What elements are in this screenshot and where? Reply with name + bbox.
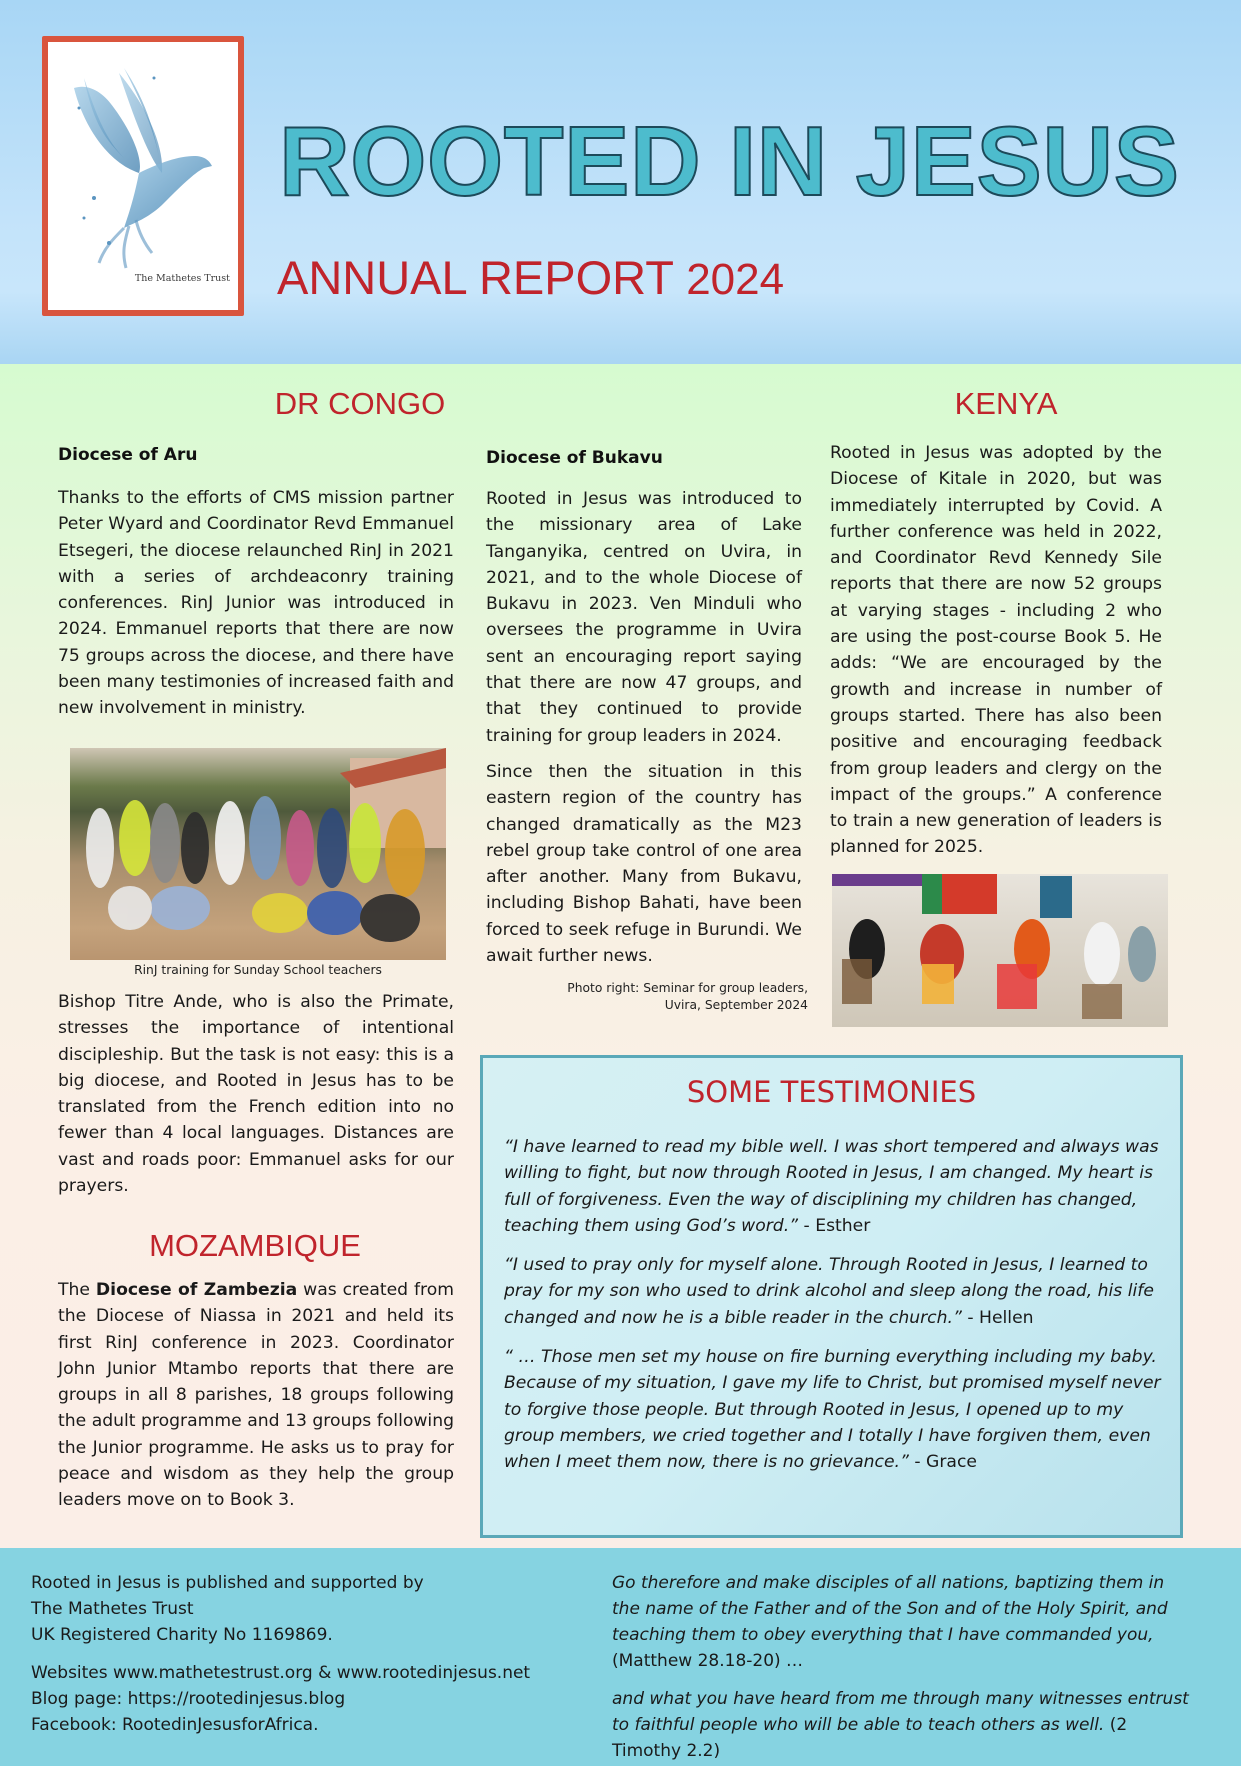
- testimony-author: - Esther: [798, 1215, 871, 1236]
- verse-reference: (Matthew 28.18-20) …: [612, 1651, 804, 1671]
- verse-matthew: [612, 1570, 1192, 1674]
- caption-line-2: Uvira, September 2024: [664, 998, 808, 1012]
- diocese-of-zambezia: Diocese of Zambezia: [95, 1280, 298, 1300]
- charity-number: UK Registered Charity No 1169869.: [31, 1625, 333, 1645]
- heading-diocese-of-aru: Diocese of Aru: [58, 445, 198, 465]
- section-heading-kenya: KENYA: [954, 386, 1058, 421]
- bukavu-paragraph-1: Rooted in Jesus was introduced to the missionary area of Lake Tanganyika, centred on Uvira, in 2021, and to the whole Diocese of Bukavu in 2023. Ven Minduli who oversees the programme in Uvira sent an encouraging report saying that there are now 47 groups, and that they continued to provide training for group leaders in 2024.: [486, 489, 802, 746]
- websites-link[interactable]: Websites www.mathetestrust.org & www.rootedinjesus.net: [31, 1663, 531, 1683]
- verse-text: Go therefore and make disciples of all nations, baptizing them in the name of the Father and of the Son and of the Holy Spirit, and teaching them to obey everything that I have commanded you,: [612, 1573, 1168, 1645]
- verse-text: and what you have heard from me through many witnesses entrust to faithful people who will be able to teach others as well.: [612, 1689, 1189, 1735]
- publisher-line: Rooted in Jesus is published and supported by: [31, 1573, 424, 1593]
- testimony-author: - Grace: [908, 1452, 977, 1473]
- water-dove-icon: [54, 48, 232, 278]
- page-title: ROOTED IN JESUS: [279, 106, 1180, 216]
- group-photo-illustration: [70, 748, 446, 960]
- main-content: [0, 364, 1241, 1548]
- footer-scripture: [612, 1570, 1192, 1764]
- testimony-grace: [504, 1344, 1164, 1475]
- kenya-paragraph: Rooted in Jesus was adopted by the Diocese of Kitale in 2020, but was immediately interrupted by Covid. A further conference was held in 2022, and Coordinator Revd Kennedy Sile reports that there are now 52 groups at varying stages - including 2 who are using the post-course Book 5. He adds: “We are encouraged by the growth and increase in number of groups started. There has also been positive and encouraging feedback from group leaders and clergy on the impact of the groups.” A conference to train a new generation of leaders is planned for 2025.: [830, 443, 1162, 858]
- para-rest: was created from the Diocese of Niassa in 2021 and held its first RinJ conference in 2023. Coordinator John Junior Mtambo reports that there are groups in all 8 parishes, 18 groups following the adult programme and 13 groups following the Junior programme. He asks us to pray for peace and wisdom as they help the group leaders move on to Book 3.: [58, 1280, 455, 1511]
- heading-diocese-of-bukavu: Diocese of Bukavu: [486, 448, 663, 468]
- caption-line-1: Photo right: Seminar for group leaders,: [567, 981, 808, 995]
- footer-publisher-info: [31, 1570, 591, 1738]
- aru-paragraph-1: Thanks to the efforts of CMS mission partner Peter Wyard and Coordinator Revd Emmanuel Etsegeri, the diocese relaunched RinJ in 2021 with a series of archdeaconry training conferences. RinJ Junior was introduced in 2024. Emmanuel reports that there are now 75 groups across the diocese, and there have been many testimonies of increased faith and new involvement in ministry.: [58, 488, 454, 719]
- aru-paragraph-2: Bishop Titre Ande, who is also the Primate, stresses the importance of intentional discipleship. But the task is not easy: this is a big diocese, and Rooted in Jesus has to be translated from the French edition into no fewer than 4 local languages. Distances are vast and roads poor: Emmanuel asks for our prayers.: [58, 992, 454, 1197]
- verse-reference: (2 Timothy 2.2): [612, 1715, 1128, 1761]
- testimony-esther: [504, 1134, 1164, 1239]
- photo-caption-uvira-seminar: [486, 980, 808, 1014]
- footer: [0, 1548, 1241, 1766]
- testimony-author: - Hellen: [961, 1307, 1034, 1328]
- logo-caption: The Mathetes Trust: [134, 273, 230, 284]
- trust-name: The Mathetes Trust: [31, 1599, 194, 1619]
- page-subtitle: [277, 251, 785, 304]
- photo-sunday-school-training: [70, 748, 446, 960]
- report-year: 2024: [686, 255, 785, 304]
- photo-uvira-seminar: [832, 874, 1168, 1027]
- mozambique-paragraph: [58, 1277, 454, 1514]
- header-banner: [0, 0, 1241, 364]
- testimonies-box: [480, 1055, 1183, 1538]
- verse-timothy: [612, 1686, 1192, 1764]
- bukavu-paragraph-2: Since then the situation in this eastern region of the country has changed dramatically as the M23 rebel group take control of one area after another. Many from Bukavu, including Bishop Bahati, have been forced to seek refuge in Burundi. We await further news.: [486, 762, 802, 967]
- testimonies-heading: SOME TESTIMONIES: [686, 1075, 977, 1109]
- photo-caption-sunday-school: RinJ training for Sunday School teachers: [134, 963, 382, 977]
- section-heading-dr-congo: DR CONGO: [274, 386, 446, 421]
- facebook-link[interactable]: Facebook: RootedinJesusforAfrica.: [31, 1715, 319, 1735]
- testimony-text: “I used to pray only for myself alone. Through Rooted in Jesus, I learned to pray for my son who used to drink alcohol and sleep along the road, his life changed and now he is a bible reader in the church.”: [504, 1255, 1154, 1328]
- seminar-photo-illustration: [832, 874, 1168, 1027]
- subtitle-text: ANNUAL REPORT: [277, 251, 674, 304]
- para-prefix: The: [58, 1280, 96, 1300]
- section-heading-mozambique: MOZAMBIQUE: [149, 1228, 361, 1263]
- blog-link[interactable]: Blog page: https://rootedinjesus.blog: [31, 1689, 346, 1709]
- testimony-hellen: [504, 1252, 1164, 1331]
- testimony-text: “I have learned to read my bible well. I was short tempered and always was willing to fight, but now through Rooted in Jesus, I am changed. My heart is full of forgiveness. Even the way of disciplining my children has changed, teaching them using God’s word.”: [504, 1137, 1159, 1236]
- mathetes-trust-logo: [42, 36, 244, 316]
- testimony-text: “ … Those men set my house on fire burning everything including my baby. Because of my situation, I gave my life to Christ, but promised myself never to forgive those people. But through Rooted in Jesus, I opened up to my group members, we cried together and I totally I have forgiven them, even when I meet them now, there is no grievance.”: [504, 1347, 1161, 1473]
